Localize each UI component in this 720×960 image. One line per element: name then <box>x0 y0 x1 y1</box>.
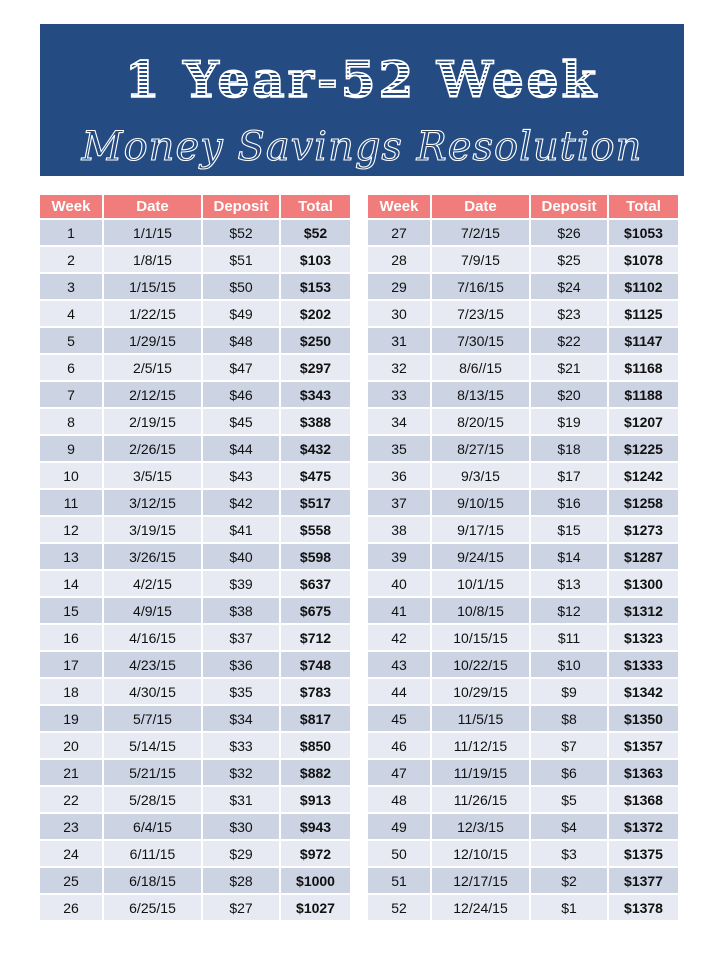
table-row <box>368 301 678 326</box>
deposit-cell: $21 <box>531 355 607 380</box>
date-cell: 3/12/15 <box>104 490 201 515</box>
table-row <box>40 409 350 434</box>
week-cell: 45 <box>368 706 430 731</box>
week-cell: 35 <box>368 436 430 461</box>
week-cell: 25 <box>40 868 102 893</box>
table-row <box>40 895 350 920</box>
date-cell: 4/16/15 <box>104 625 201 650</box>
total-cell: $1168 <box>609 355 678 380</box>
table-body <box>40 220 350 920</box>
date-cell: 10/22/15 <box>432 652 529 677</box>
header-deposit: Deposit <box>531 195 607 218</box>
week-cell: 27 <box>368 220 430 245</box>
week-cell: 10 <box>40 463 102 488</box>
deposit-cell: $15 <box>531 517 607 542</box>
deposit-cell: $28 <box>203 868 279 893</box>
table-row <box>368 598 678 623</box>
table-row <box>40 787 350 812</box>
date-cell: 3/26/15 <box>104 544 201 569</box>
deposit-cell: $16 <box>531 490 607 515</box>
deposit-cell: $11 <box>531 625 607 650</box>
table-row <box>40 652 350 677</box>
week-cell: 2 <box>40 247 102 272</box>
header-date: Date <box>432 195 529 218</box>
banner-title-text: 1 Year-52 Week <box>124 50 600 109</box>
total-cell: $1147 <box>609 328 678 353</box>
table-row <box>368 706 678 731</box>
deposit-cell: $29 <box>203 841 279 866</box>
deposit-cell: $18 <box>531 436 607 461</box>
date-cell: 10/29/15 <box>432 679 529 704</box>
header-date: Date <box>104 195 201 218</box>
week-cell: 37 <box>368 490 430 515</box>
deposit-cell: $3 <box>531 841 607 866</box>
deposit-cell: $38 <box>203 598 279 623</box>
table-row <box>40 679 350 704</box>
total-cell: $675 <box>281 598 350 623</box>
table-row <box>368 544 678 569</box>
total-cell: $1300 <box>609 571 678 596</box>
week-cell: 12 <box>40 517 102 542</box>
deposit-cell: $14 <box>531 544 607 569</box>
deposit-cell: $7 <box>531 733 607 758</box>
table-row <box>40 733 350 758</box>
week-cell: 29 <box>368 274 430 299</box>
deposit-cell: $35 <box>203 679 279 704</box>
table-row <box>368 760 678 785</box>
deposit-cell: $2 <box>531 868 607 893</box>
deposit-cell: $20 <box>531 382 607 407</box>
total-cell: $712 <box>281 625 350 650</box>
table-header-row <box>368 195 678 218</box>
week-cell: 19 <box>40 706 102 731</box>
table-row <box>40 247 350 272</box>
week-cell: 33 <box>368 382 430 407</box>
table-row <box>368 274 678 299</box>
week-cell: 22 <box>40 787 102 812</box>
banner-subtitle: Money Savings Resolution <box>81 124 643 170</box>
total-cell: $1125 <box>609 301 678 326</box>
total-cell: $1375 <box>609 841 678 866</box>
week-cell: 46 <box>368 733 430 758</box>
header-deposit: Deposit <box>203 195 279 218</box>
date-cell: 4/2/15 <box>104 571 201 596</box>
date-cell: 4/23/15 <box>104 652 201 677</box>
deposit-cell: $17 <box>531 463 607 488</box>
table-row <box>40 382 350 407</box>
total-cell: $882 <box>281 760 350 785</box>
total-cell: $297 <box>281 355 350 380</box>
date-cell: 9/24/15 <box>432 544 529 569</box>
week-cell: 7 <box>40 382 102 407</box>
date-cell: 9/17/15 <box>432 517 529 542</box>
week-cell: 3 <box>40 274 102 299</box>
table-row <box>40 436 350 461</box>
total-cell: $1078 <box>609 247 678 272</box>
date-cell: 6/18/15 <box>104 868 201 893</box>
total-cell: $748 <box>281 652 350 677</box>
total-cell: $432 <box>281 436 350 461</box>
table-row <box>368 841 678 866</box>
deposit-cell: $34 <box>203 706 279 731</box>
table-header-row <box>40 195 350 218</box>
deposit-cell: $12 <box>531 598 607 623</box>
deposit-cell: $4 <box>531 814 607 839</box>
week-cell: 5 <box>40 328 102 353</box>
deposit-cell: $6 <box>531 760 607 785</box>
table-row <box>368 463 678 488</box>
total-cell: $1323 <box>609 625 678 650</box>
date-cell: 3/19/15 <box>104 517 201 542</box>
total-cell: $388 <box>281 409 350 434</box>
total-cell: $1363 <box>609 760 678 785</box>
date-cell: 12/17/15 <box>432 868 529 893</box>
date-cell: 6/4/15 <box>104 814 201 839</box>
week-cell: 20 <box>40 733 102 758</box>
deposit-cell: $45 <box>203 409 279 434</box>
total-cell: $1000 <box>281 868 350 893</box>
total-cell: $1377 <box>609 868 678 893</box>
savings-table-weeks-27-52 <box>366 193 680 922</box>
total-cell: $913 <box>281 787 350 812</box>
total-cell: $517 <box>281 490 350 515</box>
table-row <box>40 490 350 515</box>
date-cell: 1/1/15 <box>104 220 201 245</box>
week-cell: 18 <box>40 679 102 704</box>
week-cell: 39 <box>368 544 430 569</box>
deposit-cell: $48 <box>203 328 279 353</box>
total-cell: $1368 <box>609 787 678 812</box>
week-cell: 17 <box>40 652 102 677</box>
week-cell: 49 <box>368 814 430 839</box>
total-cell: $637 <box>281 571 350 596</box>
date-cell: 7/30/15 <box>432 328 529 353</box>
table-row <box>368 220 678 245</box>
total-cell: $1333 <box>609 652 678 677</box>
total-cell: $1258 <box>609 490 678 515</box>
deposit-cell: $19 <box>531 409 607 434</box>
table-row <box>40 814 350 839</box>
total-cell: $1027 <box>281 895 350 920</box>
deposit-cell: $30 <box>203 814 279 839</box>
date-cell: 12/24/15 <box>432 895 529 920</box>
deposit-cell: $50 <box>203 274 279 299</box>
week-cell: 13 <box>40 544 102 569</box>
deposit-cell: $49 <box>203 301 279 326</box>
date-cell: 11/19/15 <box>432 760 529 785</box>
table-row <box>40 841 350 866</box>
table-row <box>368 787 678 812</box>
table-row <box>40 274 350 299</box>
total-cell: $1287 <box>609 544 678 569</box>
table-row <box>368 652 678 677</box>
date-cell: 10/1/15 <box>432 571 529 596</box>
week-cell: 8 <box>40 409 102 434</box>
table-row <box>368 814 678 839</box>
date-cell: 6/11/15 <box>104 841 201 866</box>
total-cell: $1053 <box>609 220 678 245</box>
date-cell: 11/5/15 <box>432 706 529 731</box>
total-cell: $343 <box>281 382 350 407</box>
date-cell: 11/12/15 <box>432 733 529 758</box>
table-row <box>368 382 678 407</box>
total-cell: $817 <box>281 706 350 731</box>
week-cell: 6 <box>40 355 102 380</box>
week-cell: 36 <box>368 463 430 488</box>
total-cell: $153 <box>281 274 350 299</box>
table-row <box>40 220 350 245</box>
deposit-cell: $10 <box>531 652 607 677</box>
date-cell: 7/16/15 <box>432 274 529 299</box>
week-cell: 34 <box>368 409 430 434</box>
date-cell: 1/22/15 <box>104 301 201 326</box>
week-cell: 14 <box>40 571 102 596</box>
total-cell: $1273 <box>609 517 678 542</box>
deposit-cell: $8 <box>531 706 607 731</box>
week-cell: 4 <box>40 301 102 326</box>
date-cell: 5/28/15 <box>104 787 201 812</box>
table-row <box>40 301 350 326</box>
total-cell: $1102 <box>609 274 678 299</box>
table-row <box>368 517 678 542</box>
table-row <box>368 571 678 596</box>
table-row <box>368 247 678 272</box>
date-cell: 5/7/15 <box>104 706 201 731</box>
table-row <box>368 895 678 920</box>
date-cell: 4/30/15 <box>104 679 201 704</box>
deposit-cell: $9 <box>531 679 607 704</box>
table-row <box>368 328 678 353</box>
date-cell: 12/10/15 <box>432 841 529 866</box>
total-cell: $1378 <box>609 895 678 920</box>
week-cell: 24 <box>40 841 102 866</box>
date-cell: 4/9/15 <box>104 598 201 623</box>
deposit-cell: $46 <box>203 382 279 407</box>
table-row <box>40 706 350 731</box>
deposit-cell: $44 <box>203 436 279 461</box>
week-cell: 15 <box>40 598 102 623</box>
deposit-cell: $47 <box>203 355 279 380</box>
date-cell: 3/5/15 <box>104 463 201 488</box>
deposit-cell: $40 <box>203 544 279 569</box>
date-cell: 6/25/15 <box>104 895 201 920</box>
table-row <box>40 517 350 542</box>
deposit-cell: $1 <box>531 895 607 920</box>
date-cell: 1/8/15 <box>104 247 201 272</box>
date-cell: 5/14/15 <box>104 733 201 758</box>
week-cell: 9 <box>40 436 102 461</box>
table-row <box>368 679 678 704</box>
date-cell: 2/12/15 <box>104 382 201 407</box>
total-cell: $1342 <box>609 679 678 704</box>
date-cell: 5/21/15 <box>104 760 201 785</box>
date-cell: 2/19/15 <box>104 409 201 434</box>
table-body <box>368 220 678 920</box>
date-cell: 7/23/15 <box>432 301 529 326</box>
date-cell: 10/15/15 <box>432 625 529 650</box>
table-row <box>40 868 350 893</box>
date-cell: 1/15/15 <box>104 274 201 299</box>
table-row <box>368 355 678 380</box>
week-cell: 1 <box>40 220 102 245</box>
deposit-cell: $26 <box>531 220 607 245</box>
week-cell: 42 <box>368 625 430 650</box>
week-cell: 28 <box>368 247 430 272</box>
week-cell: 44 <box>368 679 430 704</box>
table-row <box>40 355 350 380</box>
total-cell: $943 <box>281 814 350 839</box>
week-cell: 48 <box>368 787 430 812</box>
date-cell: 2/26/15 <box>104 436 201 461</box>
deposit-cell: $13 <box>531 571 607 596</box>
header-week: Week <box>368 195 430 218</box>
date-cell: 8/13/15 <box>432 382 529 407</box>
table-row <box>40 463 350 488</box>
header-total: Total <box>609 195 678 218</box>
deposit-cell: $37 <box>203 625 279 650</box>
week-cell: 43 <box>368 652 430 677</box>
date-cell: 8/27/15 <box>432 436 529 461</box>
total-cell: $475 <box>281 463 350 488</box>
table-row <box>40 598 350 623</box>
week-cell: 16 <box>40 625 102 650</box>
deposit-cell: $23 <box>531 301 607 326</box>
total-cell: $1207 <box>609 409 678 434</box>
header-week: Week <box>40 195 102 218</box>
date-cell: 7/2/15 <box>432 220 529 245</box>
deposit-cell: $51 <box>203 247 279 272</box>
deposit-cell: $41 <box>203 517 279 542</box>
table-row <box>368 409 678 434</box>
total-cell: $1372 <box>609 814 678 839</box>
deposit-cell: $36 <box>203 652 279 677</box>
total-cell: $52 <box>281 220 350 245</box>
banner-title <box>40 50 684 109</box>
total-cell: $1350 <box>609 706 678 731</box>
total-cell: $250 <box>281 328 350 353</box>
week-cell: 47 <box>368 760 430 785</box>
table-row <box>368 868 678 893</box>
table-row <box>40 760 350 785</box>
week-cell: 50 <box>368 841 430 866</box>
week-cell: 31 <box>368 328 430 353</box>
total-cell: $1357 <box>609 733 678 758</box>
total-cell: $598 <box>281 544 350 569</box>
deposit-cell: $5 <box>531 787 607 812</box>
total-cell: $1225 <box>609 436 678 461</box>
deposit-cell: $31 <box>203 787 279 812</box>
header-total: Total <box>281 195 350 218</box>
deposit-cell: $33 <box>203 733 279 758</box>
week-cell: 26 <box>40 895 102 920</box>
total-cell: $1312 <box>609 598 678 623</box>
table-row <box>368 625 678 650</box>
deposit-cell: $27 <box>203 895 279 920</box>
total-cell: $972 <box>281 841 350 866</box>
table-row <box>40 625 350 650</box>
table-row <box>368 490 678 515</box>
table-row <box>40 328 350 353</box>
table-row <box>40 544 350 569</box>
week-cell: 21 <box>40 760 102 785</box>
total-cell: $202 <box>281 301 350 326</box>
total-cell: $103 <box>281 247 350 272</box>
week-cell: 11 <box>40 490 102 515</box>
week-cell: 40 <box>368 571 430 596</box>
date-cell: 10/8/15 <box>432 598 529 623</box>
week-cell: 52 <box>368 895 430 920</box>
savings-table-weeks-1-26 <box>38 193 352 922</box>
date-cell: 7/9/15 <box>432 247 529 272</box>
date-cell: 9/3/15 <box>432 463 529 488</box>
table-row <box>40 571 350 596</box>
date-cell: 1/29/15 <box>104 328 201 353</box>
date-cell: 2/5/15 <box>104 355 201 380</box>
total-cell: $558 <box>281 517 350 542</box>
week-cell: 32 <box>368 355 430 380</box>
deposit-cell: $24 <box>531 274 607 299</box>
total-cell: $783 <box>281 679 350 704</box>
week-cell: 30 <box>368 301 430 326</box>
deposit-cell: $39 <box>203 571 279 596</box>
deposit-cell: $25 <box>531 247 607 272</box>
total-cell: $1188 <box>609 382 678 407</box>
date-cell: 8/6//15 <box>432 355 529 380</box>
deposit-cell: $42 <box>203 490 279 515</box>
total-cell: $1242 <box>609 463 678 488</box>
date-cell: 12/3/15 <box>432 814 529 839</box>
week-cell: 38 <box>368 517 430 542</box>
week-cell: 51 <box>368 868 430 893</box>
deposit-cell: $43 <box>203 463 279 488</box>
date-cell: 8/20/15 <box>432 409 529 434</box>
title-banner <box>40 24 684 176</box>
week-cell: 41 <box>368 598 430 623</box>
deposit-cell: $52 <box>203 220 279 245</box>
total-cell: $850 <box>281 733 350 758</box>
table-row <box>368 733 678 758</box>
table-row <box>368 436 678 461</box>
date-cell: 9/10/15 <box>432 490 529 515</box>
week-cell: 23 <box>40 814 102 839</box>
deposit-cell: $22 <box>531 328 607 353</box>
deposit-cell: $32 <box>203 760 279 785</box>
date-cell: 11/26/15 <box>432 787 529 812</box>
